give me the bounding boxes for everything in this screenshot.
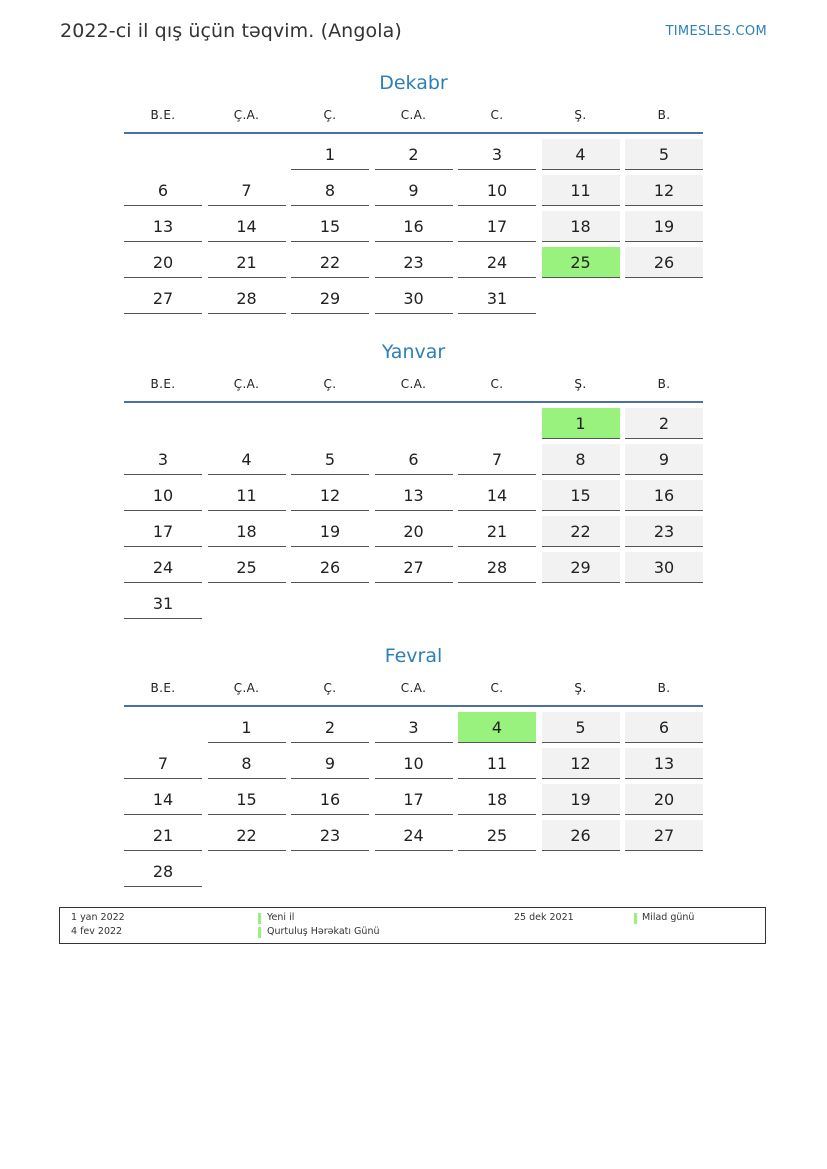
day-cell: 30 [625, 552, 703, 583]
day-cell: 28 [208, 283, 286, 314]
day-cell: 25 [458, 820, 536, 851]
day-cell: 18 [208, 516, 286, 547]
day-cell: 14 [208, 211, 286, 242]
day-cell: 17 [458, 211, 536, 242]
day-cell: 13 [124, 211, 202, 242]
legend-date: 4 fev 2022 [71, 926, 123, 937]
weekday-label: B. [657, 377, 671, 391]
day-cell: 17 [124, 516, 202, 547]
weekday-label: Ç. [323, 377, 337, 391]
legend-color-swatch [634, 913, 637, 924]
weekday-label: C.A. [400, 377, 427, 391]
weekday-label: Ş. [574, 377, 587, 391]
month-block [124, 69, 703, 314]
day-grid [124, 408, 703, 619]
day-cell: 28 [458, 552, 536, 583]
day-cell: 23 [375, 247, 453, 278]
weekday-label: B. [657, 108, 671, 122]
day-cell: 4 [542, 139, 620, 170]
day-cell: 27 [625, 820, 703, 851]
holiday-day-cell: 1 [542, 408, 620, 439]
day-cell: 20 [375, 516, 453, 547]
page-title: 2022-ci il qış üçün təqvim. (Angola) [60, 20, 402, 42]
weekday-label: B.E. [150, 681, 176, 695]
day-cell: 20 [625, 784, 703, 815]
weekday-label: Ç.A. [233, 108, 260, 122]
day-cell: 4 [208, 444, 286, 475]
day-cell: 7 [208, 175, 286, 206]
day-cell: 12 [291, 480, 369, 511]
day-cell: 12 [542, 748, 620, 779]
month-block [124, 338, 703, 619]
day-cell: 8 [208, 748, 286, 779]
day-cell: 24 [458, 247, 536, 278]
empty-cell [375, 408, 453, 439]
day-cell: 22 [291, 247, 369, 278]
day-cell: 21 [458, 516, 536, 547]
weekday-label: C.A. [400, 681, 427, 695]
day-cell: 16 [625, 480, 703, 511]
day-cell: 30 [375, 283, 453, 314]
day-cell: 17 [375, 784, 453, 815]
weekday-label: C. [490, 681, 504, 695]
day-cell: 15 [208, 784, 286, 815]
weekday-label: Ç.A. [233, 377, 260, 391]
day-cell: 2 [625, 408, 703, 439]
weekday-label: Ş. [574, 681, 587, 695]
day-cell: 27 [124, 283, 202, 314]
day-cell: 25 [208, 552, 286, 583]
day-cell: 26 [625, 247, 703, 278]
day-cell: 7 [458, 444, 536, 475]
day-cell: 13 [625, 748, 703, 779]
day-cell: 14 [124, 784, 202, 815]
weekday-label: C.A. [400, 108, 427, 122]
holiday-legend [59, 907, 766, 944]
legend-color-swatch [258, 913, 261, 924]
day-cell: 15 [542, 480, 620, 511]
day-cell: 9 [625, 444, 703, 475]
holiday-day-cell: 25 [542, 247, 620, 278]
weekday-label: C. [490, 108, 504, 122]
day-cell: 29 [291, 283, 369, 314]
weekday-label: B. [657, 681, 671, 695]
legend-holiday-name: Milad günü [642, 912, 695, 923]
month-name: Yanvar [381, 341, 446, 363]
weekday-header-row [124, 673, 703, 703]
weekday-label: B.E. [150, 377, 176, 391]
day-cell: 24 [375, 820, 453, 851]
header-divider [124, 132, 703, 134]
day-cell: 3 [375, 712, 453, 743]
weekday-label: C. [490, 377, 504, 391]
day-cell: 3 [124, 444, 202, 475]
weekday-label: Ş. [574, 108, 587, 122]
day-cell: 16 [291, 784, 369, 815]
day-cell: 2 [375, 139, 453, 170]
day-cell: 19 [291, 516, 369, 547]
day-cell: 3 [458, 139, 536, 170]
weekday-label: B.E. [150, 108, 176, 122]
day-cell: 27 [375, 552, 453, 583]
day-cell: 10 [375, 748, 453, 779]
month-name: Fevral [384, 645, 443, 667]
legend-holiday-name: Qurtuluş Hərəkatı Günü [267, 926, 380, 937]
day-cell: 20 [124, 247, 202, 278]
day-grid [124, 139, 703, 314]
day-cell: 12 [625, 175, 703, 206]
empty-cell [208, 139, 286, 170]
day-cell: 21 [124, 820, 202, 851]
day-cell: 6 [375, 444, 453, 475]
day-cell: 31 [124, 588, 202, 619]
day-cell: 16 [375, 211, 453, 242]
empty-cell [124, 139, 202, 170]
day-cell: 19 [542, 784, 620, 815]
day-cell: 6 [625, 712, 703, 743]
legend-date: 1 yan 2022 [71, 912, 125, 923]
day-cell: 29 [542, 552, 620, 583]
day-cell: 24 [124, 552, 202, 583]
day-cell: 6 [124, 175, 202, 206]
day-cell: 23 [625, 516, 703, 547]
month-block [124, 642, 703, 887]
day-cell: 18 [458, 784, 536, 815]
day-cell: 23 [291, 820, 369, 851]
day-cell: 1 [291, 139, 369, 170]
holiday-day-cell: 4 [458, 712, 536, 743]
weekday-label: Ç. [323, 108, 337, 122]
empty-cell [208, 408, 286, 439]
empty-cell [291, 408, 369, 439]
weekday-label: Ç. [323, 681, 337, 695]
day-cell: 31 [458, 283, 536, 314]
legend-date: 25 dek 2021 [514, 912, 574, 923]
day-cell: 14 [458, 480, 536, 511]
day-cell: 26 [542, 820, 620, 851]
empty-cell [458, 408, 536, 439]
day-cell: 21 [208, 247, 286, 278]
day-cell: 15 [291, 211, 369, 242]
empty-cell [124, 408, 202, 439]
weekday-header-row [124, 100, 703, 130]
day-cell: 9 [291, 748, 369, 779]
day-cell: 5 [542, 712, 620, 743]
day-cell: 28 [124, 856, 202, 887]
legend-holiday-name: Yeni il [267, 912, 295, 923]
day-cell: 2 [291, 712, 369, 743]
day-cell: 9 [375, 175, 453, 206]
day-cell: 8 [291, 175, 369, 206]
header-divider [124, 401, 703, 403]
day-cell: 11 [458, 748, 536, 779]
header-divider [124, 705, 703, 707]
day-cell: 11 [542, 175, 620, 206]
day-cell: 8 [542, 444, 620, 475]
empty-cell [124, 712, 202, 743]
day-cell: 11 [208, 480, 286, 511]
weekday-label: Ç.A. [233, 681, 260, 695]
month-name: Dekabr [379, 72, 448, 94]
day-cell: 18 [542, 211, 620, 242]
day-cell: 1 [208, 712, 286, 743]
legend-color-swatch [258, 927, 261, 938]
day-cell: 19 [625, 211, 703, 242]
day-cell: 5 [291, 444, 369, 475]
day-cell: 5 [625, 139, 703, 170]
day-cell: 22 [542, 516, 620, 547]
day-cell: 10 [124, 480, 202, 511]
day-cell: 22 [208, 820, 286, 851]
brand-link[interactable]: TIMESLES.COM [665, 24, 767, 39]
day-cell: 10 [458, 175, 536, 206]
weekday-header-row [124, 369, 703, 399]
day-cell: 26 [291, 552, 369, 583]
day-cell: 13 [375, 480, 453, 511]
day-grid [124, 712, 703, 887]
day-cell: 7 [124, 748, 202, 779]
